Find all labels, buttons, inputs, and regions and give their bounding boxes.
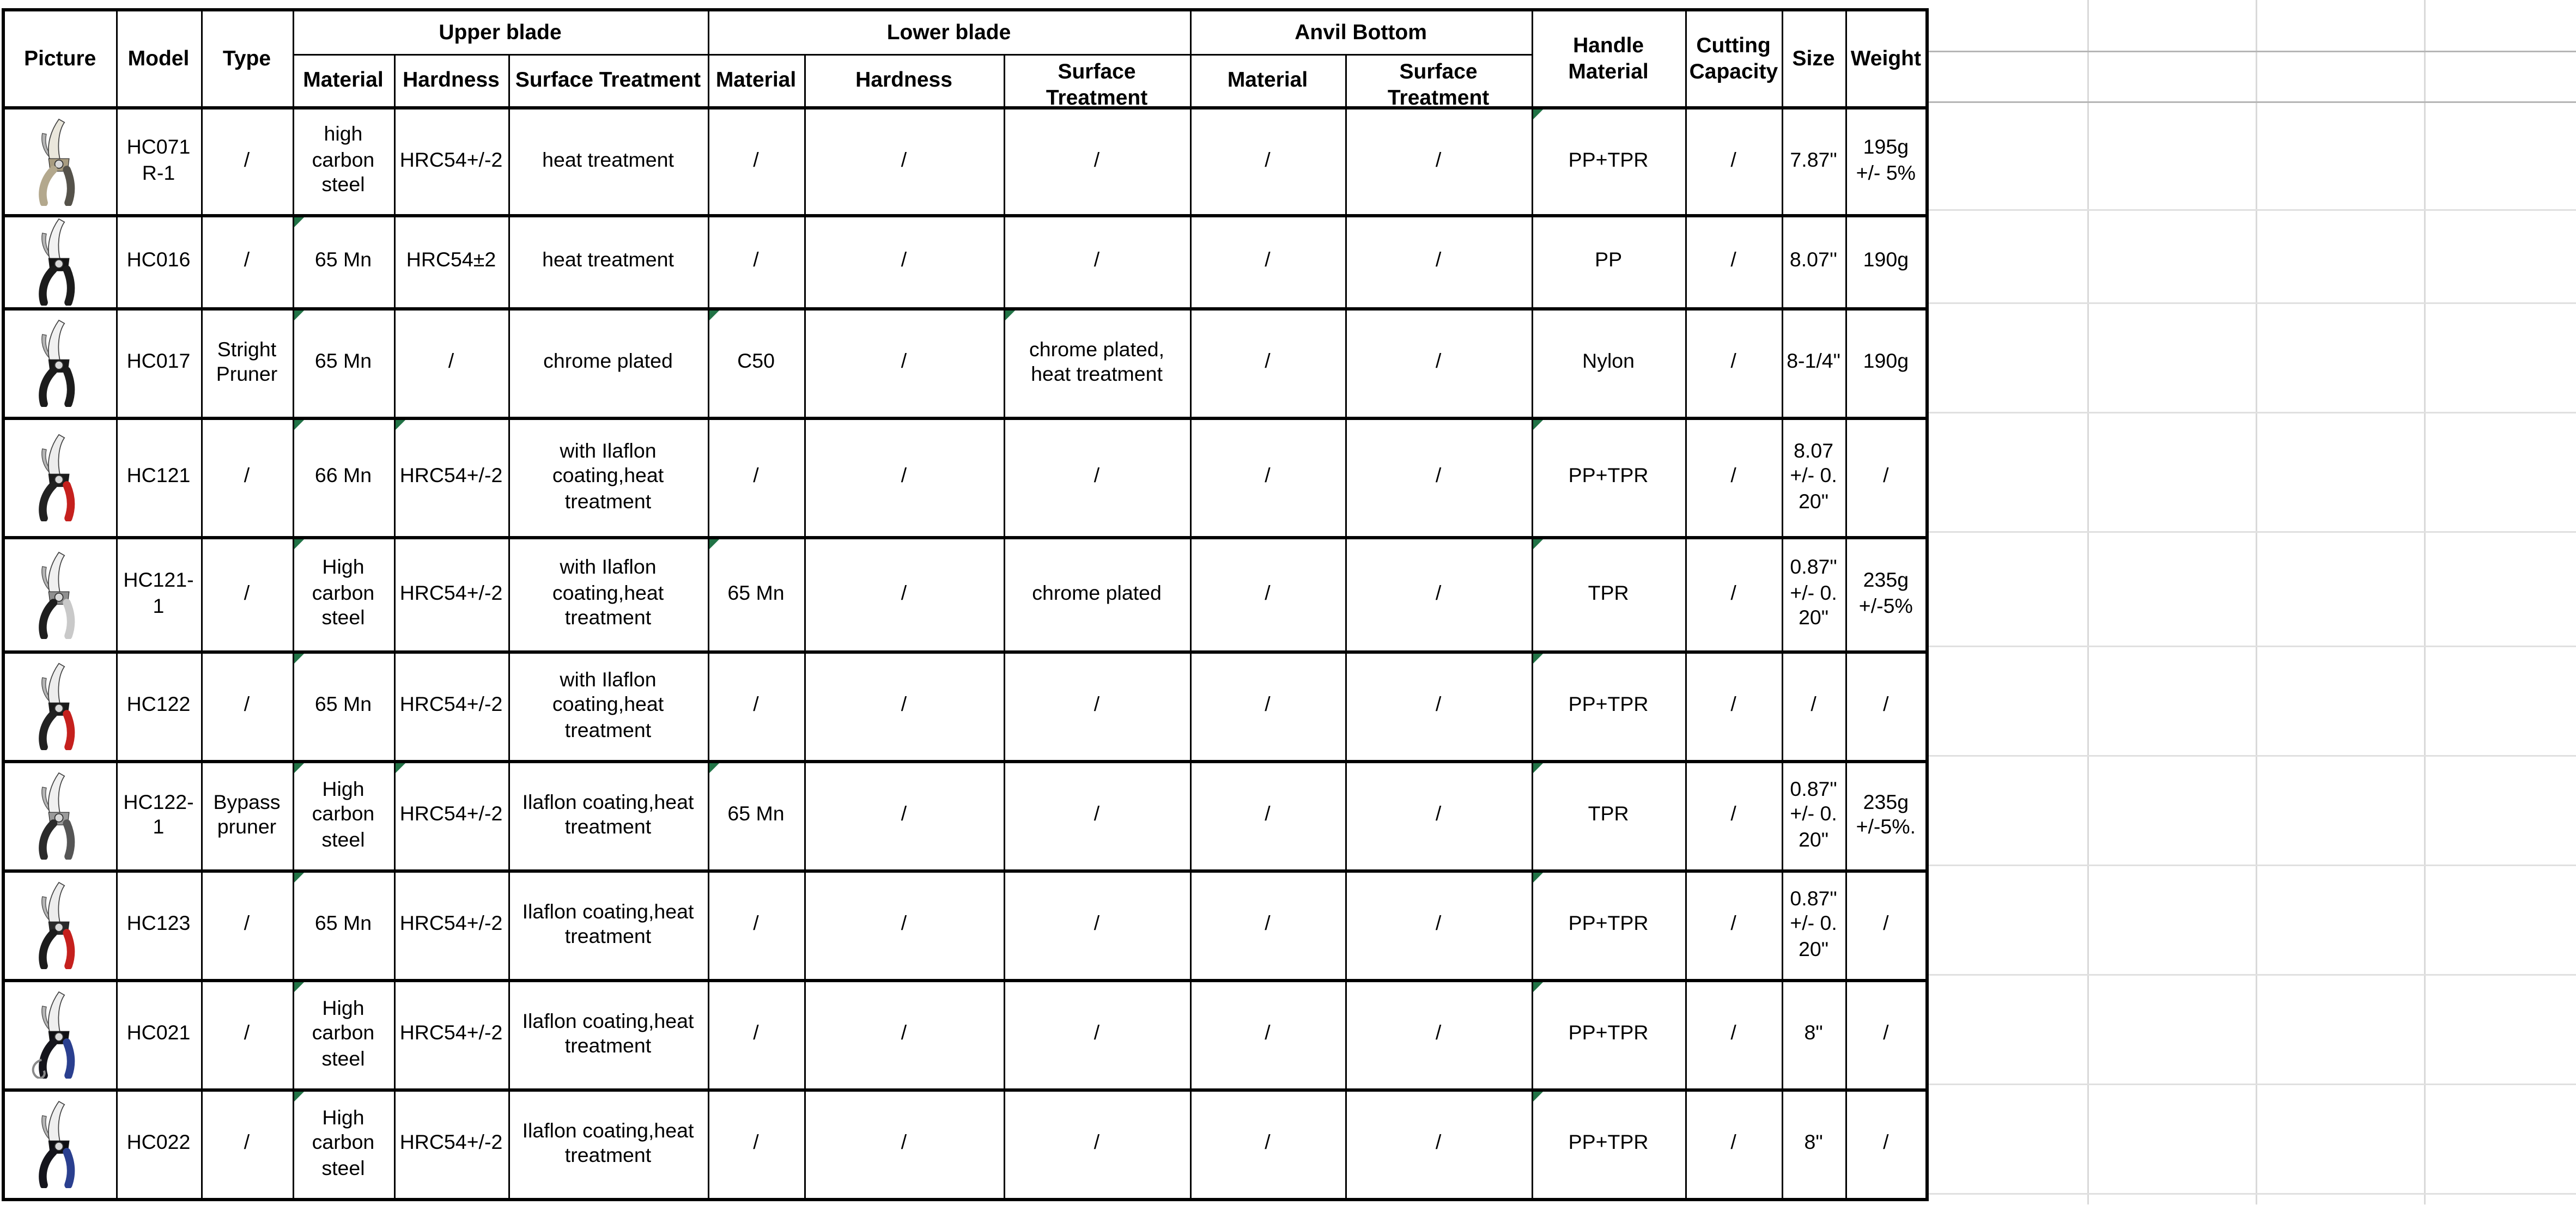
cell-upper-hardness[interactable]: HRC54+/-2: [394, 1090, 508, 1199]
cell-lower-surface[interactable]: /: [1004, 761, 1190, 871]
gridline: [1929, 1193, 2576, 1195]
pruner-photo-hc017[interactable]: [24, 319, 96, 407]
cell-model[interactable]: HC123: [116, 871, 201, 980]
right-handle-icon: [66, 602, 71, 635]
cell-lower-material[interactable]: /: [708, 418, 804, 537]
cell-lower-surface[interactable]: /: [1004, 215, 1190, 308]
cell-upper-material[interactable]: High carbon steel: [293, 761, 394, 871]
table-row: [3, 537, 1927, 652]
cell-anvil-material[interactable]: /: [1190, 1090, 1345, 1199]
cell-model[interactable]: HC122: [116, 652, 201, 761]
right-handle-icon: [66, 169, 71, 202]
cell-anvil-surface[interactable]: /: [1345, 215, 1532, 308]
cell-lower-surface[interactable]: /: [1004, 418, 1190, 537]
product-image-cell[interactable]: [3, 215, 116, 308]
cell-size[interactable]: 0.87" +/- 0.20": [1782, 537, 1845, 652]
cell-handle-material[interactable]: TPR: [1532, 761, 1685, 871]
cell-lower-material[interactable]: /: [708, 980, 804, 1090]
cell-type[interactable]: /: [201, 871, 293, 980]
header-lower-surface[interactable]: [1004, 54, 1190, 107]
pruner-photo-hc121[interactable]: [24, 433, 96, 521]
left-handle-icon: [42, 269, 53, 302]
cell-anvil-surface[interactable]: /: [1345, 1090, 1532, 1199]
cell-model[interactable]: HC022: [116, 1090, 201, 1199]
cell-lower-material[interactable]: /: [708, 1090, 804, 1199]
cell-upper-material[interactable]: High carbon steel: [293, 1090, 394, 1199]
header-cutting-capacity[interactable]: Cutting Capacity: [1685, 10, 1782, 107]
cell-lower-material[interactable]: /: [708, 652, 804, 761]
product-image-cell[interactable]: [3, 418, 116, 537]
cell-type[interactable]: /: [201, 1090, 293, 1199]
cell-weight[interactable]: 190g: [1845, 215, 1927, 308]
cell-model[interactable]: HC071 R-1: [116, 107, 201, 215]
cell-handle-material[interactable]: PP+TPR: [1532, 418, 1685, 537]
cell-handle-material[interactable]: PP+TPR: [1532, 1090, 1685, 1199]
cell-size[interactable]: 8.07'': [1782, 215, 1845, 308]
header-upper-blade[interactable]: Upper blade: [293, 10, 708, 54]
right-handle-icon: [66, 823, 71, 856]
cell-anvil-surface[interactable]: /: [1345, 652, 1532, 761]
left-handle-icon: [42, 714, 53, 747]
cell-size[interactable]: 8.07 +/- 0.20": [1782, 418, 1845, 537]
cell-model[interactable]: HC021: [116, 980, 201, 1090]
cell-size[interactable]: 0.87" +/- 0.20": [1782, 761, 1845, 871]
cell-model[interactable]: HC017: [116, 308, 201, 418]
gridline: [1929, 974, 2576, 976]
gridline: [1929, 646, 2576, 647]
cell-weight[interactable]: /: [1845, 418, 1927, 537]
cell-upper-material[interactable]: 65 Mn: [293, 215, 394, 308]
cell-model[interactable]: HC121-1: [116, 537, 201, 652]
header-upper-hardness[interactable]: Hardness: [394, 54, 508, 107]
blade-icon: [48, 118, 64, 161]
cell-anvil-surface[interactable]: /: [1345, 418, 1532, 537]
cell-lower-hardness[interactable]: /: [804, 308, 1004, 418]
cell-upper-surface[interactable]: with Ilaflon coating,heat treatment: [508, 652, 708, 761]
blade-icon: [48, 219, 64, 261]
right-handle-icon: [66, 370, 71, 404]
table-row: [3, 871, 1927, 980]
header-anvil-material[interactable]: Material: [1190, 54, 1345, 107]
cell-upper-surface[interactable]: with Ilaflon coating,heat treatment: [508, 537, 708, 652]
cell-lower-material[interactable]: 65 Mn: [708, 761, 804, 871]
table-row: [3, 980, 1927, 1090]
blade-icon: [48, 435, 64, 477]
product-image-cell[interactable]: [3, 980, 116, 1090]
cell-size[interactable]: 8": [1782, 980, 1845, 1090]
header-row-groups: [3, 10, 1927, 54]
gridline: [1929, 51, 2576, 52]
gridline: [2424, 0, 2426, 1205]
cell-upper-material[interactable]: 65 Mn: [293, 308, 394, 418]
cell-cutting-capacity[interactable]: /: [1685, 871, 1782, 980]
cell-anvil-surface[interactable]: /: [1345, 308, 1532, 418]
cell-upper-hardness[interactable]: HRC54+/-2: [394, 537, 508, 652]
cell-upper-hardness[interactable]: HRC54±2: [394, 215, 508, 308]
cell-upper-material[interactable]: 65 Mn: [293, 652, 394, 761]
header-picture[interactable]: Picture: [3, 10, 116, 107]
cell-upper-surface[interactable]: Ilaflon coating,heat treatment: [508, 1090, 708, 1199]
cell-lower-hardness[interactable]: /: [804, 537, 1004, 652]
header-anvil-surface[interactable]: [1345, 54, 1532, 107]
gridline: [1929, 531, 2576, 533]
cell-type[interactable]: /: [201, 215, 293, 308]
left-handle-icon: [42, 485, 53, 518]
table-row: [3, 652, 1927, 761]
cell-upper-material[interactable]: High carbon steel: [293, 980, 394, 1090]
table-row: [3, 418, 1927, 537]
cell-upper-surface[interactable]: chrome plated: [508, 308, 708, 418]
cell-upper-material[interactable]: 65 Mn: [293, 871, 394, 980]
cell-weight[interactable]: 190g: [1845, 308, 1927, 418]
cell-anvil-material[interactable]: /: [1190, 537, 1345, 652]
cell-handle-material[interactable]: TPR: [1532, 537, 1685, 652]
cell-lower-surface[interactable]: chrome plated: [1004, 537, 1190, 652]
product-image-cell[interactable]: [3, 107, 116, 215]
gridline: [1929, 865, 2576, 866]
cell-anvil-surface[interactable]: /: [1345, 871, 1532, 980]
cell-cutting-capacity[interactable]: /: [1685, 980, 1782, 1090]
cell-lower-surface[interactable]: /: [1004, 107, 1190, 215]
cell-upper-material[interactable]: 66 Mn: [293, 418, 394, 537]
blade-icon: [48, 1101, 64, 1144]
right-handle-icon: [66, 269, 71, 302]
cell-cutting-capacity[interactable]: /: [1685, 1090, 1782, 1199]
cell-lower-material[interactable]: /: [708, 107, 804, 215]
cell-upper-surface[interactable]: heat treatment: [508, 107, 708, 215]
cell-lower-hardness[interactable]: /: [804, 418, 1004, 537]
cell-cutting-capacity[interactable]: /: [1685, 418, 1782, 537]
cell-anvil-material[interactable]: /: [1190, 308, 1345, 418]
cell-type[interactable]: /: [201, 537, 293, 652]
blade-icon: [48, 883, 64, 925]
cell-model[interactable]: HC122-1: [116, 761, 201, 871]
left-handle-icon: [42, 1152, 53, 1185]
left-handle-icon: [42, 823, 53, 856]
header-size[interactable]: Size: [1782, 10, 1845, 107]
cell-upper-surface[interactable]: Ilaflon coating,heat treatment: [508, 980, 708, 1090]
product-image-cell[interactable]: [3, 761, 116, 871]
left-handle-icon: [42, 370, 53, 404]
cell-weight[interactable]: 195g+/- 5%: [1845, 107, 1927, 215]
cell-lower-material[interactable]: /: [708, 871, 804, 980]
cell-weight[interactable]: /: [1845, 980, 1927, 1090]
cell-cutting-capacity[interactable]: /: [1685, 761, 1782, 871]
cell-handle-material[interactable]: PP+TPR: [1532, 107, 1685, 215]
pruner-spec-table: [2, 8, 1929, 1201]
cell-handle-material[interactable]: PP+TPR: [1532, 980, 1685, 1090]
cell-upper-hardness[interactable]: HRC54+/-2: [394, 107, 508, 215]
product-image-cell[interactable]: [3, 652, 116, 761]
cell-upper-surface[interactable]: Ilaflon coating,heat treatment: [508, 871, 708, 980]
cell-lower-hardness[interactable]: /: [804, 215, 1004, 308]
cell-cutting-capacity[interactable]: /: [1685, 537, 1782, 652]
gridline: [1929, 755, 2576, 757]
gridline: [1929, 1084, 2576, 1085]
left-handle-icon: [42, 602, 53, 635]
cell-model[interactable]: HC016: [116, 215, 201, 308]
cell-upper-hardness[interactable]: HRC54+/-2: [394, 980, 508, 1090]
gridline: [1929, 101, 2576, 103]
cell-lower-hardness[interactable]: /: [804, 761, 1004, 871]
cell-anvil-surface[interactable]: /: [1345, 761, 1532, 871]
pruner-photo-hc022[interactable]: [24, 1100, 96, 1188]
cell-size[interactable]: 7.87": [1782, 107, 1845, 215]
cell-upper-material[interactable]: High carbon steel: [293, 537, 394, 652]
table-row: [3, 107, 1927, 215]
pruner-photo-hc016[interactable]: [24, 217, 96, 306]
cell-upper-surface[interactable]: Ilaflon coating,heat treatment: [508, 761, 708, 871]
cell-type[interactable]: /: [201, 652, 293, 761]
cell-lower-material[interactable]: 65 Mn: [708, 537, 804, 652]
cell-type[interactable]: Stright Pruner: [201, 308, 293, 418]
cell-size[interactable]: /: [1782, 652, 1845, 761]
header-weight[interactable]: Weight: [1845, 10, 1927, 107]
gridline: [1929, 302, 2576, 304]
cell-anvil-surface[interactable]: /: [1345, 537, 1532, 652]
cell-lower-hardness[interactable]: /: [804, 871, 1004, 980]
product-image-cell[interactable]: [3, 308, 116, 418]
blade-icon: [48, 320, 64, 363]
cell-anvil-material[interactable]: /: [1190, 418, 1345, 537]
cell-weight[interactable]: 235g+/-5%: [1845, 537, 1927, 652]
cell-lower-material[interactable]: /: [708, 215, 804, 308]
header-handle-material[interactable]: Handle Material: [1532, 10, 1685, 107]
pruner-photo-hc071r-1[interactable]: [24, 117, 96, 205]
cell-size[interactable]: 8-1/4": [1782, 308, 1845, 418]
header-anvil-surface-label: Surface Treatment: [1387, 58, 1490, 106]
header-model[interactable]: Model: [116, 10, 201, 107]
left-handle-icon: [42, 1042, 53, 1075]
left-handle-icon: [42, 169, 53, 202]
header-upper-surface[interactable]: Surface Treatment: [508, 54, 708, 107]
cell-handle-material[interactable]: Nylon: [1532, 308, 1685, 418]
cell-lower-material[interactable]: C50: [708, 308, 804, 418]
header-lower-material[interactable]: Material: [708, 54, 804, 107]
cell-anvil-material[interactable]: /: [1190, 107, 1345, 215]
right-handle-icon: [66, 714, 71, 747]
cell-handle-material[interactable]: PP+TPR: [1532, 871, 1685, 980]
cell-upper-surface[interactable]: with Ilaflon coating,heat treatment: [508, 418, 708, 537]
table-row: [3, 1090, 1927, 1199]
pruner-photo-hc122[interactable]: [24, 662, 96, 750]
cell-upper-hardness[interactable]: HRC54+/-2: [394, 871, 508, 980]
cell-anvil-material[interactable]: /: [1190, 215, 1345, 308]
cell-cutting-capacity[interactable]: /: [1685, 308, 1782, 418]
header-lower-hardness[interactable]: Hardness: [804, 54, 1004, 107]
cell-anvil-surface[interactable]: /: [1345, 107, 1532, 215]
right-handle-icon: [66, 933, 71, 966]
right-handle-icon: [66, 1042, 71, 1075]
cell-type[interactable]: Bypass pruner: [201, 761, 293, 871]
table-row: [3, 308, 1927, 418]
cell-lower-hardness[interactable]: /: [804, 652, 1004, 761]
pruner-photo-hc121-1[interactable]: [24, 550, 96, 638]
table-row: [3, 761, 1927, 871]
cell-lower-surface[interactable]: /: [1004, 871, 1190, 980]
blade-icon: [48, 551, 64, 594]
blade-icon: [48, 773, 64, 815]
product-image-cell[interactable]: [3, 871, 116, 980]
product-image-cell[interactable]: [3, 1090, 116, 1199]
gridline: [1929, 412, 2576, 413]
product-image-cell[interactable]: [3, 537, 116, 652]
header-type[interactable]: Type: [201, 10, 293, 107]
cell-size[interactable]: 0.87" +/- 0.20": [1782, 871, 1845, 980]
cell-weight[interactable]: /: [1845, 871, 1927, 980]
cell-lower-hardness[interactable]: /: [804, 1090, 1004, 1199]
cell-upper-material[interactable]: high carbon steel: [293, 107, 394, 215]
cell-lower-surface[interactable]: /: [1004, 980, 1190, 1090]
cell-type[interactable]: /: [201, 418, 293, 537]
cell-anvil-material[interactable]: /: [1190, 980, 1345, 1090]
pruner-photo-hc123[interactable]: [24, 881, 96, 969]
cell-weight[interactable]: 235g+/-5%.: [1845, 761, 1927, 871]
cell-cutting-capacity[interactable]: /: [1685, 107, 1782, 215]
gridline: [1929, 209, 2576, 211]
cell-cutting-capacity[interactable]: /: [1685, 215, 1782, 308]
gridline: [2256, 0, 2257, 1205]
cell-type[interactable]: /: [201, 107, 293, 215]
cell-type[interactable]: /: [201, 980, 293, 1090]
cell-upper-hardness[interactable]: /: [394, 308, 508, 418]
blade-icon: [48, 992, 64, 1034]
left-handle-icon: [42, 933, 53, 966]
cell-anvil-material[interactable]: /: [1190, 761, 1345, 871]
right-handle-icon: [66, 485, 71, 518]
pruner-photo-hc122-1[interactable]: [24, 771, 96, 860]
cell-lower-hardness[interactable]: /: [804, 107, 1004, 215]
cell-model[interactable]: HC121: [116, 418, 201, 537]
cell-upper-hardness[interactable]: HRC54+/-2: [394, 418, 508, 537]
table-row: [3, 215, 1927, 308]
header-upper-material[interactable]: Material: [293, 54, 394, 107]
cell-upper-surface[interactable]: heat treatment: [508, 215, 708, 308]
cell-cutting-capacity[interactable]: /: [1685, 652, 1782, 761]
cell-upper-hardness[interactable]: HRC54+/-2: [394, 761, 508, 871]
cell-lower-surface[interactable]: /: [1004, 652, 1190, 761]
cell-weight[interactable]: /: [1845, 1090, 1927, 1199]
cell-anvil-surface[interactable]: /: [1345, 980, 1532, 1090]
cell-handle-material[interactable]: PP: [1532, 215, 1685, 308]
cell-upper-hardness[interactable]: HRC54+/-2: [394, 652, 508, 761]
cell-size[interactable]: 8": [1782, 1090, 1845, 1199]
cell-anvil-material[interactable]: /: [1190, 652, 1345, 761]
blade-icon: [48, 664, 64, 706]
cell-weight[interactable]: /: [1845, 652, 1927, 761]
right-handle-icon: [66, 1152, 71, 1185]
header-lower-blade[interactable]: Lower blade: [708, 10, 1190, 54]
cell-lower-surface[interactable]: chrome plated, heat treatment: [1004, 308, 1190, 418]
cell-lower-surface[interactable]: /: [1004, 1090, 1190, 1199]
header-anvil-bottom[interactable]: Anvil Bottom: [1190, 10, 1532, 54]
cell-handle-material[interactable]: PP+TPR: [1532, 652, 1685, 761]
header-lower-surface-label: Surface Treatment: [1046, 58, 1148, 106]
cell-lower-hardness[interactable]: /: [804, 980, 1004, 1090]
gridline: [2087, 0, 2089, 1205]
cell-anvil-material[interactable]: /: [1190, 871, 1345, 980]
pruner-photo-hc021[interactable]: [24, 990, 96, 1079]
